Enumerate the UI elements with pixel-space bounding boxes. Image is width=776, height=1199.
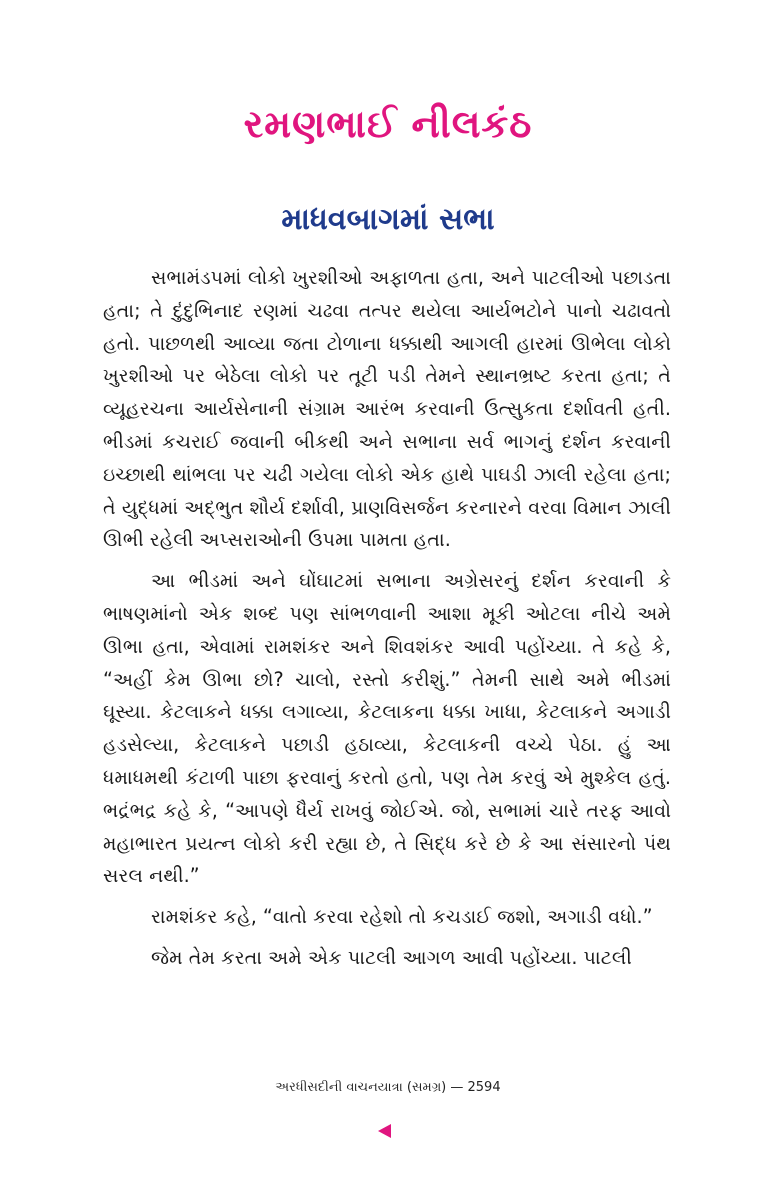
previous-page-arrow-icon[interactable] [378, 1124, 391, 1138]
body-text [103, 262, 671, 983]
paragraph: સભામંડપમાં લોકો ખુરશીઓ અફાળતા હતા, અને પાટલીઓ પછાડતા હતા; તે દુંદુભિનાદ રણમાં ચઢવા તત્પર થયેલા આર્યભટોને પાનો ચઢાવતો હતો. પાછળથી આવ્યા જતા ટોળાના ધક્કાથી આગલી હારમાં ઊભેલા લોકો ખુરશીઓ પર બેઠેલા લોકો પર તૂટી પડી તેમને સ્થાનભ્રષ્ટ કરતા હતા; તે વ્યૂહરચના આર્યસેનાની સંગ્રામ આરંભ કરવાની ઉત્સુકતા દર્શાવતી હતી. ભીડમાં કચરાઈ જવાની બીકથી અને સભાના સર્વ ભાગનું દર્શન કરવાની ઇચ્છાથી થાંભલા પર ચઢી ગયેલા લોકો એક હાથે પાઘડી ઝાલી રહેલા હતા; તે યુદ્ધમાં અદ્ભુત શૌર્ય દર્શાવી, પ્રાણવિસર્જન કરનારને વરવા વિમાન ઝાલી ઊભી રહેલી અપ્સરાઓની ઉપમા પામતા હતા. [103, 266, 671, 552]
chapter-title: માધવબાગમાં સભા [281, 202, 495, 237]
author-heading: રમણભાઈ નીલકંઠ [243, 102, 533, 146]
paragraph: રામશંકર કહે, “વાતો કરવા રહેશો તો કચડાઈ જશો, અગાડી વધો.” [151, 905, 653, 929]
page-footer: અરધીસદીની વાચનયાત્રા (સમગ્ર) — 2594 [275, 1080, 501, 1095]
paragraph: આ ભીડમાં અને ઘોંઘાટમાં સભાના અગ્રેસરનું દર્શન કરવાની કે ભાષણમાંનો એક શબ્દ પણ સાંભળવાની આશા મૂકી ઓટલા નીચે અમે ઊભા હતા, એવામાં રામશંકર અને શિવશંકર આવી પહોંચ્યા. તે કહે કે, “અહીં કેમ ઊભા છો? ચાલો, રસ્તો કરીશું.” તેમની સાથે અમે ભીડમાં ઘૂસ્યા. કેટલાકને ધક્કા લગાવ્યા, કેટલાકના ધક્કા ખાધા, કેટલાકને અગાડી હડસેલ્યા, કેટલાકને પછાડી હઠાવ્યા, કેટલાકની વચ્ચે પેઠા. હું આ ધમાધમથી કંટાળી પાછા ફરવાનું કરતો હતો, પણ તેમ કરવું એ મુશ્કેલ હતું. ભદ્રંભદ્ર કહે કે, “આપણે ધૈર્ય રાખવું જોઈએ. જો, સભામાં ચારે તરફ આવો મહાભારત પ્રયત્ન લોકો કરી રહ્યા છે, તે સિદ્ધ કરે છે કે આ સંસારનો પંથ સરલ નથી.” [103, 569, 671, 888]
paragraph: જેમ તેમ કરતા અમે એક પાટલી આગળ આવી પહોંચ્યા. પાટલી [151, 945, 632, 969]
